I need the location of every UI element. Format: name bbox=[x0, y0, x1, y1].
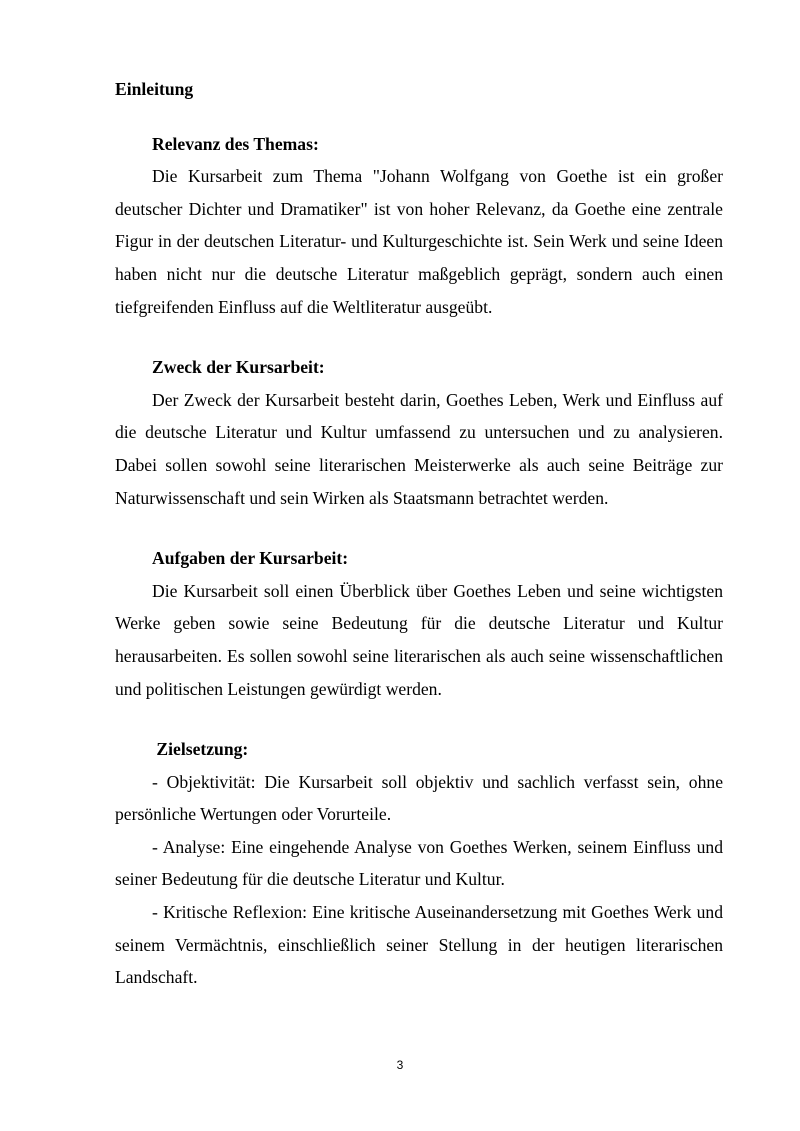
paragraph-zweck: Der Zweck der Kursarbeit besteht darin, Goethes Leben, Werk und Einfluss auf die deutsche Literatur und Kultur umfassend zu untersuchen und zu analysieren. Dabei sollen sowohl seine literarischen Meisterwerke als auch seine Beiträge zur Naturwissenschaft und sein Wirken als Staatsmann betrachtet werden. bbox=[115, 389, 723, 508]
section-heading-zweck: Zweck der Kursarbeit: bbox=[152, 357, 325, 378]
section-heading-zielsetzung: Zielsetzung: bbox=[152, 739, 249, 760]
list-item-analyse: - Analyse: Eine eingehende Analyse von Goethes Werken, seinem Einfluss und seiner Bedeutung für die deutsche Literatur und Kultur. bbox=[115, 836, 723, 890]
paragraph-aufgaben: Die Kursarbeit soll einen Überblick über Goethes Leben und seine wichtigsten Werke geben sowie seine Bedeutung für die deutsche Literatur und Kultur herausarbeiten. Es sollen sowohl seine literarischen als auch seine wissenschaftlichen und politischen Leistungen gewürdigt werden. bbox=[115, 580, 723, 699]
section-heading-relevanz: Relevanz des Themas: bbox=[152, 133, 319, 154]
section-heading-aufgaben: Aufgaben der Kursarbeit: bbox=[152, 548, 349, 569]
page-title: Einleitung bbox=[115, 79, 194, 99]
paragraph-relevanz: Die Kursarbeit zum Thema "Johann Wolfgang von Goethe ist ein großer deutscher Dichter und Dramatiker" ist von hoher Relevanz, da Goethe eine zentrale Figur in der deutschen Literatur- und Kulturgeschichte ist. Sein Werk und seine Ideen haben nicht nur die deutsche Literatur maßgeblich geprägt, sondern auch einen tiefgreifenden Einfluss auf die Weltliteratur ausgeübt. bbox=[115, 166, 723, 317]
list-item-objektivitaet: - Objektivität: Die Kursarbeit soll objektiv und sachlich verfasst sein, ohne persönliche Wertungen oder Vorurteile. bbox=[115, 771, 723, 825]
page-number: 3 bbox=[396, 1058, 404, 1072]
list-item-kritische-reflexion: - Kritische Reflexion: Eine kritische Auseinandersetzung mit Goethes Werk und seinem Vermächtnis, einschließlich seiner Stellung in der heutigen literarischen Landschaft. bbox=[115, 902, 723, 988]
page-content bbox=[115, 73, 723, 994]
